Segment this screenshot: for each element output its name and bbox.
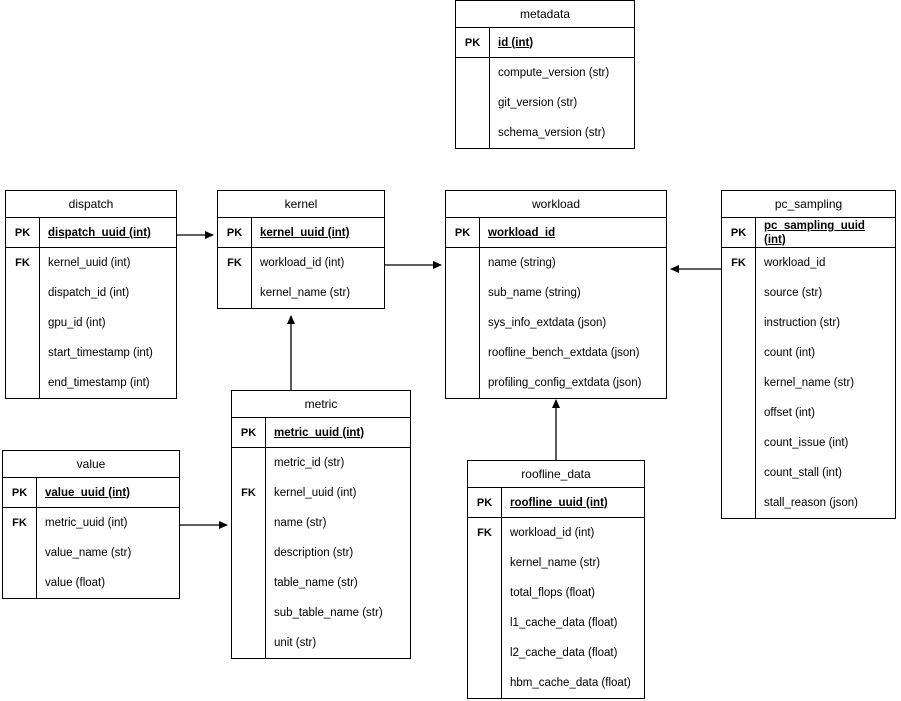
field-key-label: FK xyxy=(232,478,266,508)
field-name-label: start_timestamp (int) xyxy=(48,347,153,359)
field-name-label: metric_uuid (int) xyxy=(45,517,128,529)
field-key-label: PK xyxy=(468,488,502,517)
field-key-label xyxy=(468,548,502,578)
field-key-label: PK xyxy=(232,418,266,447)
entity-title: kernel xyxy=(218,191,384,218)
field-name-label: count_issue (int) xyxy=(764,437,849,449)
field-name-label: instruction (str) xyxy=(764,317,841,329)
entity-field-row xyxy=(722,398,895,428)
field-key-label xyxy=(232,568,266,598)
entity-field-row xyxy=(722,308,895,338)
entity-field-row xyxy=(6,248,176,278)
entity-field-row xyxy=(218,218,384,248)
entity-title: pc_sampling xyxy=(722,191,895,218)
field-key-label xyxy=(6,338,40,368)
entity-field-row xyxy=(232,418,410,448)
entity-field-row xyxy=(456,58,634,88)
field-key-label xyxy=(3,538,37,568)
entity-dispatch[interactable] xyxy=(5,190,177,399)
entity-fields xyxy=(446,218,666,398)
entity-metadata[interactable] xyxy=(455,0,635,149)
field-key-label xyxy=(468,578,502,608)
entity-field-row xyxy=(6,338,176,368)
entity-field-row xyxy=(232,568,410,598)
entity-field-row xyxy=(722,428,895,458)
entity-field-row xyxy=(232,538,410,568)
entity-field-row xyxy=(468,638,644,668)
entity-field-row xyxy=(446,308,666,338)
entity-title: roofline_data xyxy=(468,461,644,488)
field-name-label: total_flops (float) xyxy=(510,587,596,599)
entity-title: value xyxy=(3,451,179,478)
entity-fields xyxy=(218,218,384,308)
field-name-label: value (float) xyxy=(45,577,106,589)
field-name-label: stall_reason (json) xyxy=(764,497,858,509)
entity-title: workload xyxy=(446,191,666,218)
field-key-label xyxy=(446,368,480,398)
field-key-label: FK xyxy=(218,248,252,278)
field-key-label: PK xyxy=(6,218,40,247)
field-key-label: FK xyxy=(3,508,37,538)
entity-field-row xyxy=(218,278,384,308)
field-name-label: name (str) xyxy=(274,517,327,529)
field-key-label xyxy=(232,598,266,628)
field-name-label: hbm_cache_data (float) xyxy=(510,677,631,689)
entity-field-row xyxy=(6,368,176,398)
field-key-label: PK xyxy=(722,218,756,247)
entity-kernel[interactable] xyxy=(217,190,385,309)
field-key-label xyxy=(232,508,266,538)
field-name-label: compute_version (str) xyxy=(498,67,610,79)
field-name-label: kernel_uuid (int) xyxy=(260,226,350,239)
entity-field-row xyxy=(3,538,179,568)
field-name-label: kernel_uuid (int) xyxy=(48,257,131,269)
entity-field-row xyxy=(232,478,410,508)
field-name-label: sub_table_name (str) xyxy=(274,607,383,619)
entity-field-row xyxy=(446,248,666,278)
entity-field-row xyxy=(468,668,644,698)
entity-field-row xyxy=(446,218,666,248)
entity-value[interactable] xyxy=(2,450,180,599)
field-key-label xyxy=(232,628,266,658)
field-key-label: FK xyxy=(468,518,502,548)
field-name-label: kernel_name (str) xyxy=(260,287,351,299)
field-key-label xyxy=(446,278,480,308)
entity-field-row xyxy=(232,448,410,478)
entity-field-row xyxy=(722,488,895,518)
entity-field-row xyxy=(6,218,176,248)
entity-field-row xyxy=(456,88,634,118)
entity-field-row xyxy=(468,608,644,638)
field-name-label: kernel_name (str) xyxy=(510,557,601,569)
field-name-label: gpu_id (int) xyxy=(48,317,106,329)
field-key-label xyxy=(722,338,756,368)
field-key-label: PK xyxy=(3,478,37,507)
field-key-label xyxy=(6,308,40,338)
field-name-label: kernel_uuid (int) xyxy=(274,487,357,499)
field-name-label: roofline_bench_extdata (json) xyxy=(488,347,640,359)
field-name-label: pc_sampling_uuid (int) xyxy=(764,219,865,246)
field-name-label: unit (str) xyxy=(274,637,317,649)
entity-field-row xyxy=(6,308,176,338)
field-key-label: PK xyxy=(446,218,480,247)
entity-field-row xyxy=(456,118,634,148)
field-name-label: metric_uuid (int) xyxy=(274,426,365,439)
entity-fields xyxy=(456,28,634,148)
field-key-label: FK xyxy=(722,248,756,278)
entity-field-row xyxy=(3,568,179,598)
entity-field-row xyxy=(722,278,895,308)
field-key-label: FK xyxy=(6,248,40,278)
field-key-label xyxy=(722,368,756,398)
entity-field-row xyxy=(446,368,666,398)
field-name-label: dispatch_uuid (int) xyxy=(48,226,151,239)
field-key-label: PK xyxy=(456,28,490,57)
field-key-label xyxy=(3,568,37,598)
field-name-label: source (str) xyxy=(764,287,823,299)
field-name-label: description (str) xyxy=(274,547,354,559)
field-key-label xyxy=(722,398,756,428)
entity-field-row xyxy=(3,508,179,538)
entity-field-row xyxy=(456,28,634,58)
field-name-label: dispatch_id (int) xyxy=(48,287,130,299)
entity-field-row xyxy=(468,548,644,578)
entity-field-row xyxy=(722,368,895,398)
entity-metric[interactable] xyxy=(231,390,411,659)
entity-pc_sampling[interactable] xyxy=(721,190,896,519)
field-name-label: workload_id (int) xyxy=(260,257,345,269)
field-name-label: id (int) xyxy=(498,36,534,49)
entity-field-row xyxy=(722,218,895,248)
field-key-label xyxy=(6,368,40,398)
field-key-label xyxy=(232,538,266,568)
field-key-label xyxy=(722,428,756,458)
entity-field-row xyxy=(218,248,384,278)
field-key-label xyxy=(722,458,756,488)
entity-field-row xyxy=(468,578,644,608)
field-key-label xyxy=(446,308,480,338)
field-name-label: workload_id xyxy=(764,257,826,269)
field-key-label xyxy=(6,278,40,308)
field-key-label xyxy=(722,308,756,338)
entity-fields xyxy=(232,418,410,658)
field-name-label: count (int) xyxy=(764,347,816,359)
field-name-label: workload_id (int) xyxy=(510,527,595,539)
field-name-label: end_timestamp (int) xyxy=(48,377,150,389)
field-key-label xyxy=(722,278,756,308)
field-name-label: l1_cache_data (float) xyxy=(510,617,618,629)
field-name-label: workload_id xyxy=(488,226,556,239)
field-key-label xyxy=(456,58,490,88)
field-name-label: profiling_config_extdata (json) xyxy=(488,377,642,389)
entity-field-row xyxy=(232,598,410,628)
field-key-label xyxy=(456,118,490,148)
entity-title: metric xyxy=(232,391,410,418)
field-name-label: roofline_uuid (int) xyxy=(510,496,608,509)
field-name-label: sub_name (string) xyxy=(488,287,581,299)
entity-field-row xyxy=(446,338,666,368)
field-name-label: count_stall (int) xyxy=(764,467,842,479)
field-name-label: l2_cache_data (float) xyxy=(510,647,618,659)
entity-field-row xyxy=(446,278,666,308)
entity-field-row xyxy=(3,478,179,508)
field-key-label: PK xyxy=(218,218,252,247)
entity-title: dispatch xyxy=(6,191,176,218)
entity-title: metadata xyxy=(456,1,634,28)
entity-fields xyxy=(468,488,644,698)
field-key-label xyxy=(468,638,502,668)
field-name-label: table_name (str) xyxy=(274,577,358,589)
field-key-label xyxy=(722,488,756,518)
field-key-label xyxy=(218,278,252,308)
field-key-label xyxy=(232,448,266,478)
field-name-label: kernel_name (str) xyxy=(764,377,855,389)
entity-fields xyxy=(3,478,179,598)
field-key-label xyxy=(446,248,480,278)
field-key-label xyxy=(456,88,490,118)
field-key-label xyxy=(468,668,502,698)
field-name-label: sys_info_extdata (json) xyxy=(488,317,607,329)
field-name-label: schema_version (str) xyxy=(498,127,606,139)
field-name-label: name (string) xyxy=(488,257,556,269)
field-key-label xyxy=(468,608,502,638)
entity-field-row xyxy=(232,508,410,538)
field-name-label: value_uuid (int) xyxy=(45,486,130,499)
entity-fields xyxy=(722,218,895,518)
field-key-label xyxy=(446,338,480,368)
entity-field-row xyxy=(468,518,644,548)
entity-field-row xyxy=(722,338,895,368)
entity-field-row xyxy=(722,248,895,278)
field-name-label: offset (int) xyxy=(764,407,815,419)
field-name-label: value_name (str) xyxy=(45,547,132,559)
entity-roofline_data[interactable] xyxy=(467,460,645,699)
entity-field-row xyxy=(6,278,176,308)
entity-field-row xyxy=(722,458,895,488)
entity-workload[interactable] xyxy=(445,190,667,399)
entity-fields xyxy=(6,218,176,398)
field-name-label: metric_id (str) xyxy=(274,457,345,469)
entity-field-row xyxy=(232,628,410,658)
entity-field-row xyxy=(468,488,644,518)
field-name-label: git_version (str) xyxy=(498,97,578,109)
